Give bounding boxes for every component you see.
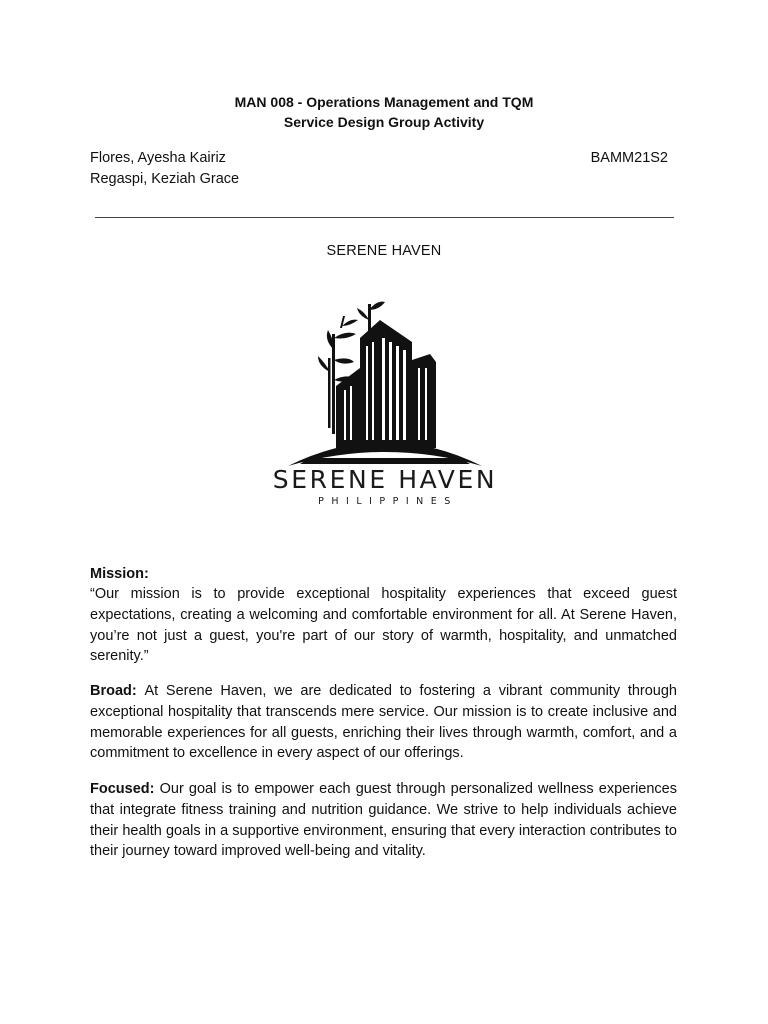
building-bamboo-icon [270,298,500,468]
course-title: MAN 008 - Operations Management and TQM [234,94,534,110]
broad-text: At Serene Haven, we are dedicated to fostering a vibrant community through exceptional hospitality that transcends mere service. Our mission is to create inclusive and memorable experiences for all guests, enriching their lives through warmth, comfort, and a commitment to excellence in every aspect of our offerings. [90,683,677,762]
section-code: BAMM21S2 [590,150,668,166]
broad-label: Broad: [90,683,145,699]
mission-heading: Mission: [90,566,149,582]
author-name: Flores, Ayesha Kairiz [90,150,226,166]
author-name: Regaspi, Keziah Grace [90,171,240,187]
focused-label: Focused: [90,781,160,797]
header-divider [95,217,674,218]
logo-wordmark: SERENE HAVEN [272,465,498,494]
activity-title: Service Design Group Activity [283,114,485,130]
broad-paragraph [90,681,677,764]
focused-text: Our goal is to empower each guest through personalized wellness experiences that integrate fitness training and nutrition guidance. We strive to help individuals achieve their health goals in a supportive environment, ensuring that every interaction contributes to their journey toward improved well-being and vitality. [90,781,677,860]
focused-paragraph [90,779,677,862]
mission-paragraph: “Our mission is to provide exceptional hospitality experiences that exceed guest expectations, creating a welcoming and comfortable environment for all. At Serene Haven, you’re not just a guest, you're part of our story of warmth, hospitality, and unmatched serenity.” [90,586,677,665]
logo-subtitle: PHILIPPINES [318,496,458,507]
brand-title: SERENE HAVEN [326,243,442,259]
serene-haven-logo [270,298,500,514]
